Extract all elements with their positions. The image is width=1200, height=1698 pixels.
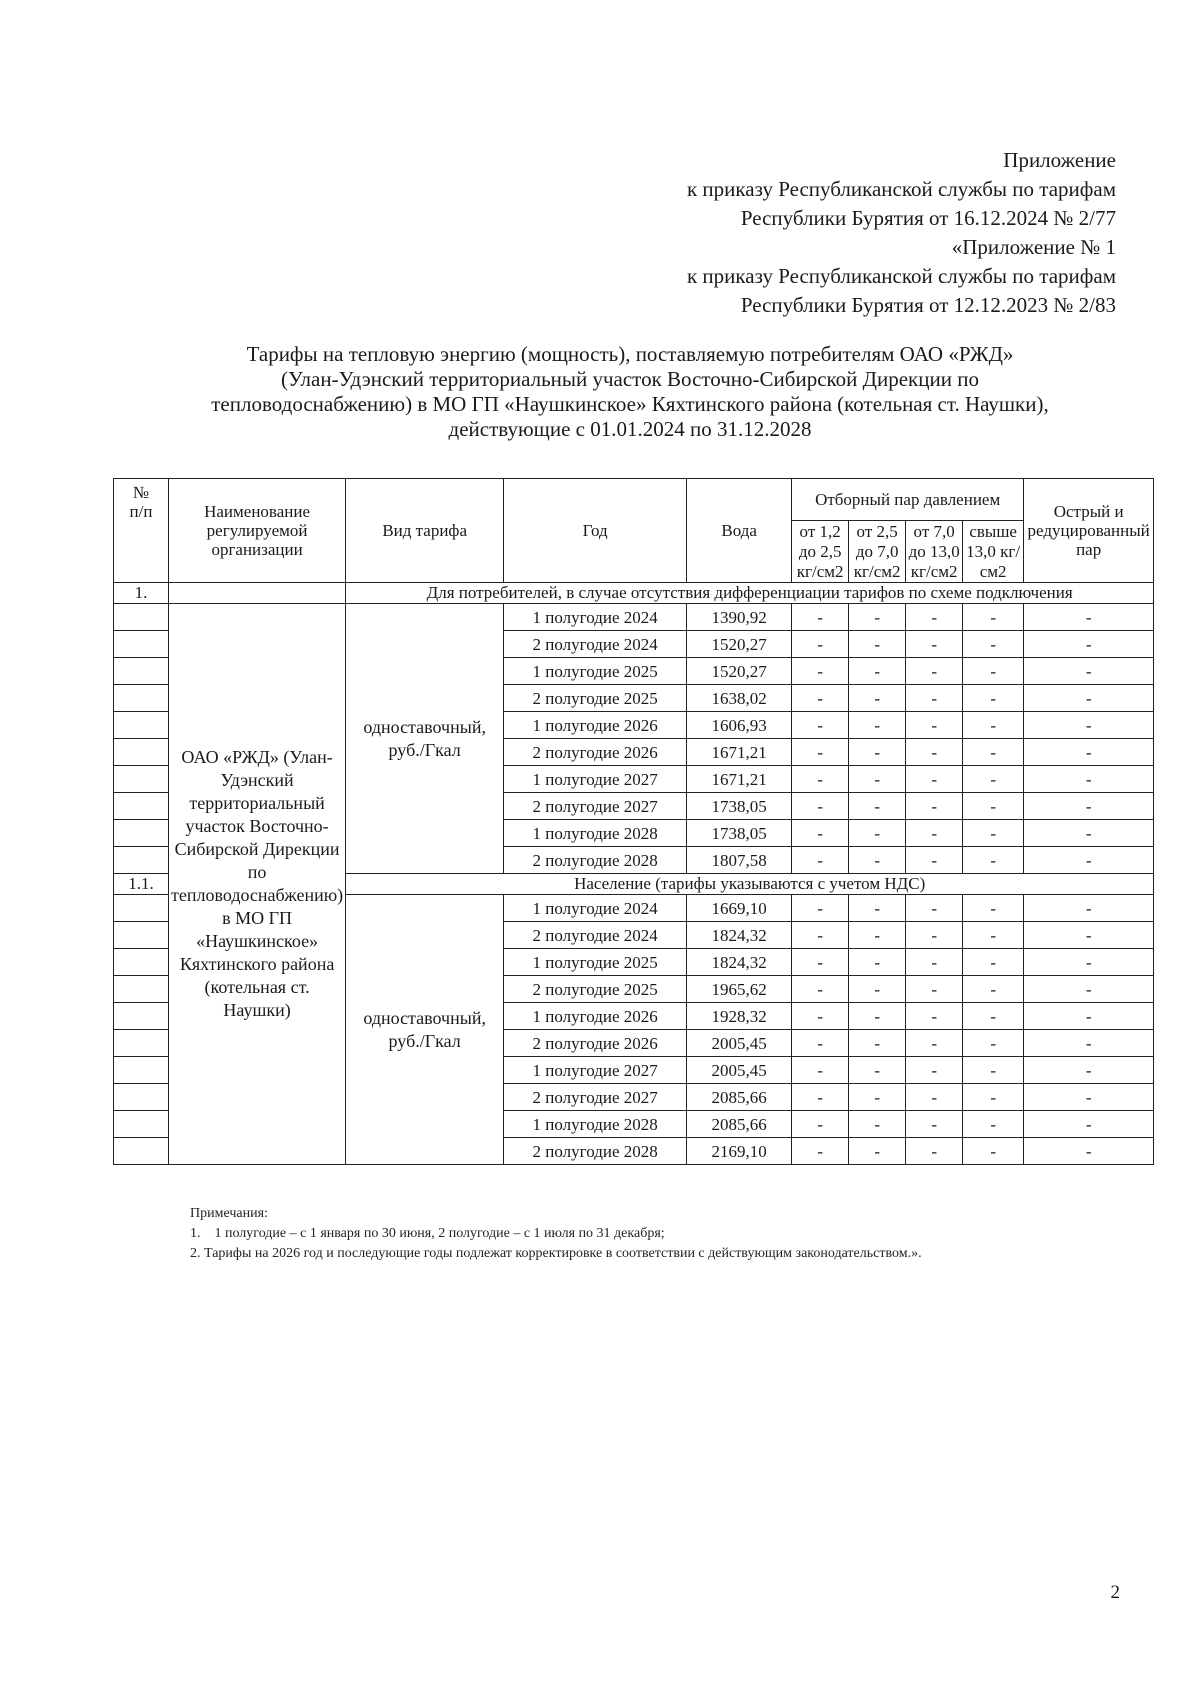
empty-tariff-cell: - (1024, 1003, 1154, 1030)
empty-tariff-cell: - (963, 604, 1024, 631)
row-num (114, 847, 169, 874)
empty-tariff-cell: - (906, 922, 963, 949)
tariff-type-cell: одноставочный, руб./Гкал (346, 895, 504, 1165)
empty-tariff-cell: - (906, 712, 963, 739)
section-row (114, 583, 1154, 604)
empty-tariff-cell: - (792, 847, 849, 874)
empty-tariff-cell: - (963, 658, 1024, 685)
empty-tariff-cell: - (849, 631, 906, 658)
empty-tariff-cell: - (792, 739, 849, 766)
empty-tariff-cell: - (1024, 922, 1154, 949)
empty-tariff-cell: - (1024, 658, 1154, 685)
empty-tariff-cell: - (963, 820, 1024, 847)
empty-tariff-cell: - (849, 949, 906, 976)
header-steam-col: от 7,0 до 13,0 кг/см2 (906, 521, 963, 583)
empty-tariff-cell: - (906, 766, 963, 793)
water-tariff-cell: 1671,21 (687, 739, 792, 766)
empty-tariff-cell: - (849, 766, 906, 793)
appendix-line: Приложение (1003, 148, 1116, 172)
header-org: Наименование регулируемой организации (169, 479, 346, 583)
empty-tariff-cell: - (906, 895, 963, 922)
empty-tariff-cell: - (906, 1138, 963, 1165)
water-tariff-cell: 2005,45 (687, 1030, 792, 1057)
water-tariff-cell: 1390,92 (687, 604, 792, 631)
empty-tariff-cell: - (906, 793, 963, 820)
empty-tariff-cell: - (906, 1084, 963, 1111)
header-steam-col: от 1,2 до 2,5 кг/см2 (792, 521, 849, 583)
table-row (114, 604, 1154, 631)
empty-tariff-cell: - (963, 976, 1024, 1003)
header-year: Год (504, 479, 687, 583)
row-num (114, 1084, 169, 1111)
water-tariff-cell: 1520,27 (687, 631, 792, 658)
empty-tariff-cell: - (792, 1003, 849, 1030)
header-steam-group: Отборный пар давлением (792, 479, 1024, 521)
empty-tariff-cell: - (906, 739, 963, 766)
period-cell: 1 полугодие 2028 (504, 820, 687, 847)
empty-tariff-cell: - (849, 1084, 906, 1111)
row-num (114, 685, 169, 712)
empty-tariff-cell: - (1024, 739, 1154, 766)
empty-tariff-cell: - (792, 1138, 849, 1165)
water-tariff-cell: 1824,32 (687, 922, 792, 949)
empty-tariff-cell: - (1024, 1057, 1154, 1084)
empty-tariff-cell: - (849, 1030, 906, 1057)
period-cell: 2 полугодие 2024 (504, 922, 687, 949)
empty-tariff-cell: - (906, 949, 963, 976)
appendix-block (416, 146, 1116, 320)
empty-tariff-cell: - (1024, 820, 1154, 847)
empty-tariff-cell: - (1024, 712, 1154, 739)
water-tariff-cell: 1824,32 (687, 949, 792, 976)
period-cell: 2 полугодие 2025 (504, 976, 687, 1003)
organization-cell: ОАО «РЖД» (Улан-Удэнский территориальный участок Восточно-Сибирской Дирекции по тепловодоснабжению) в МО ГП «Наушкинское» Кяхтинского района (котельная ст. Наушки) (169, 604, 346, 1165)
row-num (114, 712, 169, 739)
row-num (114, 766, 169, 793)
empty-tariff-cell: - (1024, 631, 1154, 658)
empty-tariff-cell: - (792, 766, 849, 793)
header-steam-col: свыше 13,0 кг/см2 (963, 521, 1024, 583)
row-num (114, 1138, 169, 1165)
period-cell: 1 полугодие 2026 (504, 1003, 687, 1030)
empty-tariff-cell: - (1024, 685, 1154, 712)
empty-tariff-cell: - (1024, 1030, 1154, 1057)
empty-tariff-cell: - (849, 895, 906, 922)
empty-tariff-cell: - (1024, 604, 1154, 631)
empty-tariff-cell: - (906, 1111, 963, 1138)
empty-tariff-cell: - (1024, 976, 1154, 1003)
empty-tariff-cell: - (849, 922, 906, 949)
section-num: 1. (114, 583, 169, 604)
period-cell: 1 полугодие 2024 (504, 895, 687, 922)
page-number: 2 (1110, 1582, 1120, 1603)
row-num (114, 631, 169, 658)
empty-tariff-cell: - (963, 949, 1024, 976)
period-cell: 1 полугодие 2024 (504, 604, 687, 631)
empty-tariff-cell: - (963, 1138, 1024, 1165)
empty-tariff-cell: - (792, 820, 849, 847)
empty-tariff-cell: - (792, 631, 849, 658)
notes (190, 1204, 1120, 1264)
empty-tariff-cell: - (963, 922, 1024, 949)
empty-tariff-cell: - (963, 847, 1024, 874)
water-tariff-cell: 1738,05 (687, 820, 792, 847)
period-cell: 2 полугодие 2027 (504, 1084, 687, 1111)
empty-tariff-cell: - (792, 793, 849, 820)
water-tariff-cell: 1638,02 (687, 685, 792, 712)
empty-tariff-cell: - (849, 976, 906, 1003)
empty-tariff-cell: - (792, 976, 849, 1003)
empty-tariff-cell: - (906, 1057, 963, 1084)
row-num (114, 820, 169, 847)
period-cell: 2 полугодие 2028 (504, 1138, 687, 1165)
empty-tariff-cell: - (792, 1084, 849, 1111)
section-title: Для потребителей, в случае отсутствия дифференциации тарифов по схеме подключения (346, 583, 1154, 604)
period-cell: 1 полугодие 2027 (504, 766, 687, 793)
section-num: 1.1. (114, 874, 169, 895)
empty-tariff-cell: - (792, 604, 849, 631)
empty-tariff-cell: - (792, 949, 849, 976)
water-tariff-cell: 1669,10 (687, 895, 792, 922)
empty-tariff-cell: - (792, 685, 849, 712)
empty-tariff-cell: - (792, 895, 849, 922)
tariff-table (113, 478, 1154, 1165)
empty-tariff-cell: - (963, 793, 1024, 820)
period-cell: 1 полугодие 2025 (504, 949, 687, 976)
empty-tariff-cell: - (849, 739, 906, 766)
appendix-line: Республики Бурятия от 12.12.2023 № 2/83 (740, 293, 1116, 317)
period-cell: 1 полугодие 2027 (504, 1057, 687, 1084)
empty-tariff-cell: - (906, 820, 963, 847)
empty-tariff-cell: - (1024, 847, 1154, 874)
appendix-line: Республики Бурятия от 16.12.2024 № 2/77 (740, 206, 1116, 230)
header-type: Вид тарифа (346, 479, 504, 583)
notes-heading: Примечания: (190, 1206, 268, 1221)
header-sharp: Острый и редуцированный пар (1024, 479, 1154, 583)
water-tariff-cell: 1965,62 (687, 976, 792, 1003)
period-cell: 2 полугодие 2024 (504, 631, 687, 658)
empty-tariff-cell: - (906, 604, 963, 631)
period-cell: 1 полугодие 2026 (504, 712, 687, 739)
empty-tariff-cell: - (963, 631, 1024, 658)
empty-tariff-cell: - (849, 793, 906, 820)
empty-tariff-cell: - (849, 847, 906, 874)
row-num (114, 1030, 169, 1057)
empty-tariff-cell: - (963, 895, 1024, 922)
empty-tariff-cell: - (849, 1138, 906, 1165)
empty-tariff-cell: - (963, 739, 1024, 766)
row-num (114, 1111, 169, 1138)
empty-tariff-cell: - (906, 976, 963, 1003)
water-tariff-cell: 2085,66 (687, 1111, 792, 1138)
title-line: тепловодоснабжению) в МО ГП «Наушкинское» Кяхтинского района (котельная ст. Наушки), (211, 392, 1049, 416)
empty-tariff-cell: - (849, 1057, 906, 1084)
row-num (114, 739, 169, 766)
row-num (114, 922, 169, 949)
note-item: 1. 1 полугодие – с 1 января по 30 июня, 2 полугодие – с 1 июля по 31 декабря; (190, 1226, 665, 1241)
empty-tariff-cell: - (849, 1003, 906, 1030)
water-tariff-cell: 1738,05 (687, 793, 792, 820)
empty-tariff-cell: - (906, 631, 963, 658)
empty-tariff-cell: - (963, 685, 1024, 712)
section-title: Население (тарифы указываются с учетом НДС) (346, 874, 1154, 895)
row-num (114, 793, 169, 820)
empty-tariff-cell: - (1024, 949, 1154, 976)
empty-tariff-cell: - (849, 658, 906, 685)
appendix-line: «Приложение № 1 (951, 235, 1116, 259)
empty-tariff-cell: - (963, 1057, 1024, 1084)
water-tariff-cell: 2085,66 (687, 1084, 792, 1111)
empty-tariff-cell: - (792, 712, 849, 739)
section-blank (169, 583, 346, 604)
period-cell: 2 полугодие 2026 (504, 739, 687, 766)
header-water: Вода (687, 479, 792, 583)
empty-tariff-cell: - (1024, 895, 1154, 922)
period-cell: 1 полугодие 2028 (504, 1111, 687, 1138)
empty-tariff-cell: - (1024, 1111, 1154, 1138)
empty-tariff-cell: - (963, 1084, 1024, 1111)
water-tariff-cell: 1928,32 (687, 1003, 792, 1030)
empty-tariff-cell: - (849, 820, 906, 847)
title-line: действующие с 01.01.2024 по 31.12.2028 (448, 417, 812, 441)
empty-tariff-cell: - (792, 1030, 849, 1057)
empty-tariff-cell: - (792, 922, 849, 949)
empty-tariff-cell: - (849, 604, 906, 631)
empty-tariff-cell: - (963, 1111, 1024, 1138)
document-title (110, 342, 1150, 442)
empty-tariff-cell: - (849, 712, 906, 739)
empty-tariff-cell: - (1024, 1138, 1154, 1165)
empty-tariff-cell: - (792, 658, 849, 685)
water-tariff-cell: 1606,93 (687, 712, 792, 739)
tariff-type-cell: одноставочный, руб./Гкал (346, 604, 504, 874)
row-num (114, 895, 169, 922)
period-cell: 2 полугодие 2027 (504, 793, 687, 820)
empty-tariff-cell: - (906, 1003, 963, 1030)
empty-tariff-cell: - (1024, 793, 1154, 820)
period-cell: 2 полугодие 2026 (504, 1030, 687, 1057)
period-cell: 2 полугодие 2025 (504, 685, 687, 712)
title-line: Тарифы на тепловую энергию (мощность), поставляемую потребителям ОАО «РЖД» (246, 342, 1014, 366)
appendix-line: к приказу Республиканской службы по тарифам (686, 177, 1116, 201)
row-num (114, 604, 169, 631)
empty-tariff-cell: - (963, 712, 1024, 739)
empty-tariff-cell: - (792, 1111, 849, 1138)
row-num (114, 976, 169, 1003)
empty-tariff-cell: - (849, 685, 906, 712)
row-num (114, 949, 169, 976)
empty-tariff-cell: - (963, 1003, 1024, 1030)
empty-tariff-cell: - (792, 1057, 849, 1084)
appendix-line: к приказу Республиканской службы по тарифам (686, 264, 1116, 288)
empty-tariff-cell: - (849, 1111, 906, 1138)
period-cell: 1 полугодие 2025 (504, 658, 687, 685)
empty-tariff-cell: - (906, 847, 963, 874)
empty-tariff-cell: - (1024, 766, 1154, 793)
empty-tariff-cell: - (906, 658, 963, 685)
header-steam-col: от 2,5 до 7,0 кг/см2 (849, 521, 906, 583)
row-num (114, 1003, 169, 1030)
empty-tariff-cell: - (906, 685, 963, 712)
empty-tariff-cell: - (906, 1030, 963, 1057)
title-line: (Улан-Удэнский территориальный участок Восточно-Сибирской Дирекции по (281, 367, 979, 391)
row-num (114, 1057, 169, 1084)
empty-tariff-cell: - (963, 1030, 1024, 1057)
water-tariff-cell: 2169,10 (687, 1138, 792, 1165)
water-tariff-cell: 1807,58 (687, 847, 792, 874)
empty-tariff-cell: - (1024, 1084, 1154, 1111)
water-tariff-cell: 2005,45 (687, 1057, 792, 1084)
water-tariff-cell: 1671,21 (687, 766, 792, 793)
note-item: 2. Тарифы на 2026 год и последующие годы подлежат корректировке в соответствии с действующим законодательством.». (190, 1246, 922, 1261)
period-cell: 2 полугодие 2028 (504, 847, 687, 874)
row-num (114, 658, 169, 685)
empty-tariff-cell: - (963, 766, 1024, 793)
water-tariff-cell: 1520,27 (687, 658, 792, 685)
header-num: № п/п (114, 479, 169, 583)
